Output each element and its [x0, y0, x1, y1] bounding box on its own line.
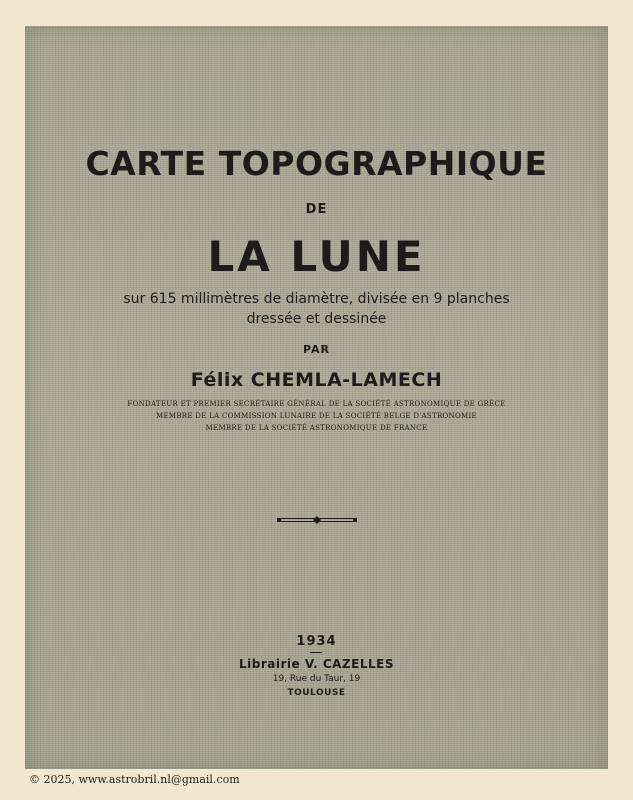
title-line-1: CARTE TOPOGRAPHIQUE — [85, 144, 548, 183]
year-dash — [310, 652, 322, 653]
ornament-divider — [276, 515, 358, 525]
affiliation-1: FONDATEUR ET PREMIER SECRÉTAIRE GÉNÉRAL DE LA SOCIÉTÉ ASTRONOMIQUE DE GRÈCE — [127, 400, 506, 408]
subtitle-line-2: dressée et dessinée — [246, 311, 387, 327]
book-cover — [25, 26, 608, 769]
author-name: Félix CHEMLA-LAMECH — [190, 369, 443, 391]
title-de: DE — [305, 202, 328, 217]
publisher-city: TOULOUSE — [287, 688, 346, 698]
subtitle-line-1: sur 615 millimètres de diamètre, divisée en 9 planches — [123, 291, 510, 307]
publisher-address: 19, Rue du Taur, 19 — [272, 674, 361, 684]
par-label: PAR — [302, 343, 331, 356]
copyright-notice: © 2025, www.astrobril.nl@gmail.com — [29, 773, 240, 786]
title-line-2: LA LUNE — [207, 232, 426, 281]
affiliation-3: MEMBRE DE LA SOCIÉTÉ ASTRONOMIQUE DE FRANCE — [205, 424, 428, 432]
publisher-name: Librairie V. CAZELLES — [239, 657, 394, 671]
affiliation-2: MEMBRE DE LA COMMISSION LUNAIRE DE LA SOCIÉTÉ BELGE D'ASTRONOMIE — [156, 412, 477, 420]
publication-year: 1934 — [296, 634, 337, 649]
